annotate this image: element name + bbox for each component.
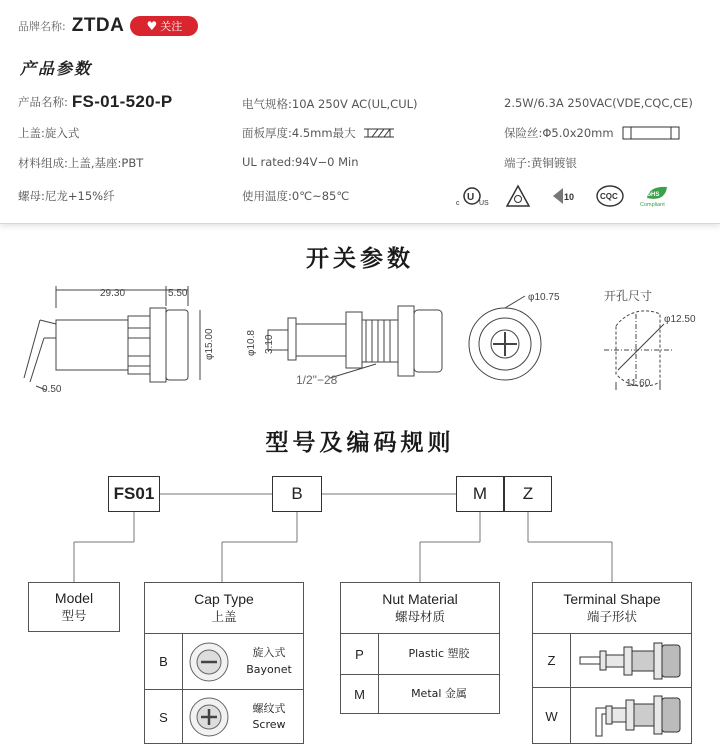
nut-option-code: M xyxy=(341,675,379,714)
cap-option-zh: 螺纹式 xyxy=(252,701,286,715)
code-model: FS01 xyxy=(108,476,160,512)
switch-params-heading: 开关参数 xyxy=(306,246,414,272)
cap-option-screw xyxy=(145,689,303,744)
spec-temp: 使用温度:0℃~85℃ xyxy=(242,189,350,203)
bent-terminal-icon xyxy=(571,692,691,740)
spec-terminal: 端子:黄铜镀银 xyxy=(504,156,577,170)
cURus-icon xyxy=(456,184,488,208)
nut-option-text: Metal 金属 xyxy=(411,687,467,701)
dim-diameter-12-50: φ12.50 xyxy=(664,314,696,325)
cert-ten: 10 xyxy=(564,192,575,202)
spec-fuse xyxy=(504,125,680,141)
terminal-option-bent xyxy=(533,687,691,744)
section-title: 产品参数 xyxy=(20,59,93,78)
terminal-option-code: Z xyxy=(533,634,571,687)
category-cap-type xyxy=(144,582,304,744)
spec-cap: 上盖:旋入式 xyxy=(18,126,80,140)
spec-electrical: 电气规格:10A 250V AC(UL,CUL) xyxy=(242,97,418,111)
rohs-compliant-icon xyxy=(640,184,672,208)
spec-nut: 螺母:尼龙+15%纤 xyxy=(18,189,115,203)
code-terminal: Z xyxy=(504,476,552,512)
category-nut-zh: 螺母材质 xyxy=(394,609,445,624)
dim-diameter-10-75: φ10.75 xyxy=(528,292,560,303)
panel-thickness-icon xyxy=(364,125,394,141)
follow-label: 关注 xyxy=(160,20,183,33)
svg-text:U: U xyxy=(467,192,475,203)
brand-name: ZTDA xyxy=(71,15,125,36)
category-cap-en: Cap Type xyxy=(194,591,254,608)
hole-size-label: 开孔尺寸 xyxy=(604,289,653,303)
coding-rules-heading: 型号及编码规则 xyxy=(265,430,455,456)
product-info-card xyxy=(0,0,720,224)
bayonet-cap-icon xyxy=(183,641,235,683)
dim-diameter-15: φ15.00 xyxy=(204,328,215,360)
vde-icon xyxy=(502,184,534,208)
nut-option-text: Plastic 塑胶 xyxy=(408,646,470,660)
cb-10-icon xyxy=(548,184,580,208)
spec-panel xyxy=(242,125,394,141)
code-nut: M xyxy=(456,476,504,512)
heart-icon: ♥ xyxy=(146,19,158,33)
dim-thread: 1/2"−28 xyxy=(296,373,338,387)
category-model xyxy=(28,582,120,632)
cap-option-en: Screw xyxy=(252,718,286,731)
cap-option-en: Bayonet xyxy=(246,662,292,676)
terminal-option-code: W xyxy=(533,688,571,744)
spec-model xyxy=(18,92,173,112)
cert-rohs-top: RoHS xyxy=(643,192,660,198)
fuse-icon xyxy=(622,125,680,141)
nut-option-metal xyxy=(341,674,499,714)
cap-option-zh: 旋入式 xyxy=(252,646,286,659)
category-terminal-en: Terminal Shape xyxy=(563,591,661,608)
front-circle-drawing xyxy=(469,296,541,380)
side-view-drawing xyxy=(24,286,200,390)
category-terminal-zh: 端子形状 xyxy=(586,609,637,624)
brand-row xyxy=(18,14,198,38)
threaded-view-drawing xyxy=(268,306,442,378)
dim-diameter-10-8: φ10.8 xyxy=(246,330,257,356)
dim-length: 29.30 xyxy=(100,288,126,299)
code-cap: B xyxy=(272,476,322,512)
nut-option-code: P xyxy=(341,634,379,674)
spec-panel-text: 面板厚度:4.5mm最大 xyxy=(242,126,356,140)
certification-row xyxy=(456,184,672,208)
straight-terminal-icon xyxy=(571,639,691,683)
category-cap-zh: 上盖 xyxy=(211,609,237,624)
dim-11-60: 11.60 xyxy=(626,378,651,389)
spec-fuse-text: 保险丝:Φ5.0x20mm xyxy=(504,126,614,140)
spec-material: 材料组成:上盖,基座:PBT xyxy=(18,156,144,170)
cap-option-bayonet xyxy=(145,633,303,689)
category-model-zh: 型号 xyxy=(61,608,87,623)
cqc-icon xyxy=(594,184,626,208)
cert-cqc: CQC xyxy=(600,192,618,201)
spec-ul-rated: UL rated:94V−0 Min xyxy=(242,155,359,169)
category-nut-material xyxy=(340,582,500,714)
dim-3-10: 3.10 xyxy=(264,334,275,354)
cert-us: US xyxy=(479,200,489,207)
category-nut-en: Nut Material xyxy=(382,591,458,608)
spec-model-value: FS-01-520-P xyxy=(71,92,173,111)
cert-rohs-bottom: Compliant xyxy=(640,202,665,208)
screw-cap-icon xyxy=(183,696,235,738)
follow-button[interactable] xyxy=(130,16,198,36)
dim-cap-length: 5.50 xyxy=(168,288,188,299)
spec-rating2: 2.5W/6.3A 250VAC(VDE,CQC,CE) xyxy=(504,96,693,110)
nut-option-plastic xyxy=(341,633,499,674)
dim-pin: 0.50 xyxy=(42,384,62,395)
cert-c: c xyxy=(456,200,460,207)
terminal-option-straight xyxy=(533,633,691,687)
category-terminal-shape xyxy=(532,582,692,744)
cap-option-code: B xyxy=(145,634,183,689)
category-model-en: Model xyxy=(54,590,94,607)
cap-option-code: S xyxy=(145,690,183,744)
brand-label: 品牌名称: xyxy=(18,20,66,33)
spec-model-label: 产品名称: xyxy=(18,95,68,109)
